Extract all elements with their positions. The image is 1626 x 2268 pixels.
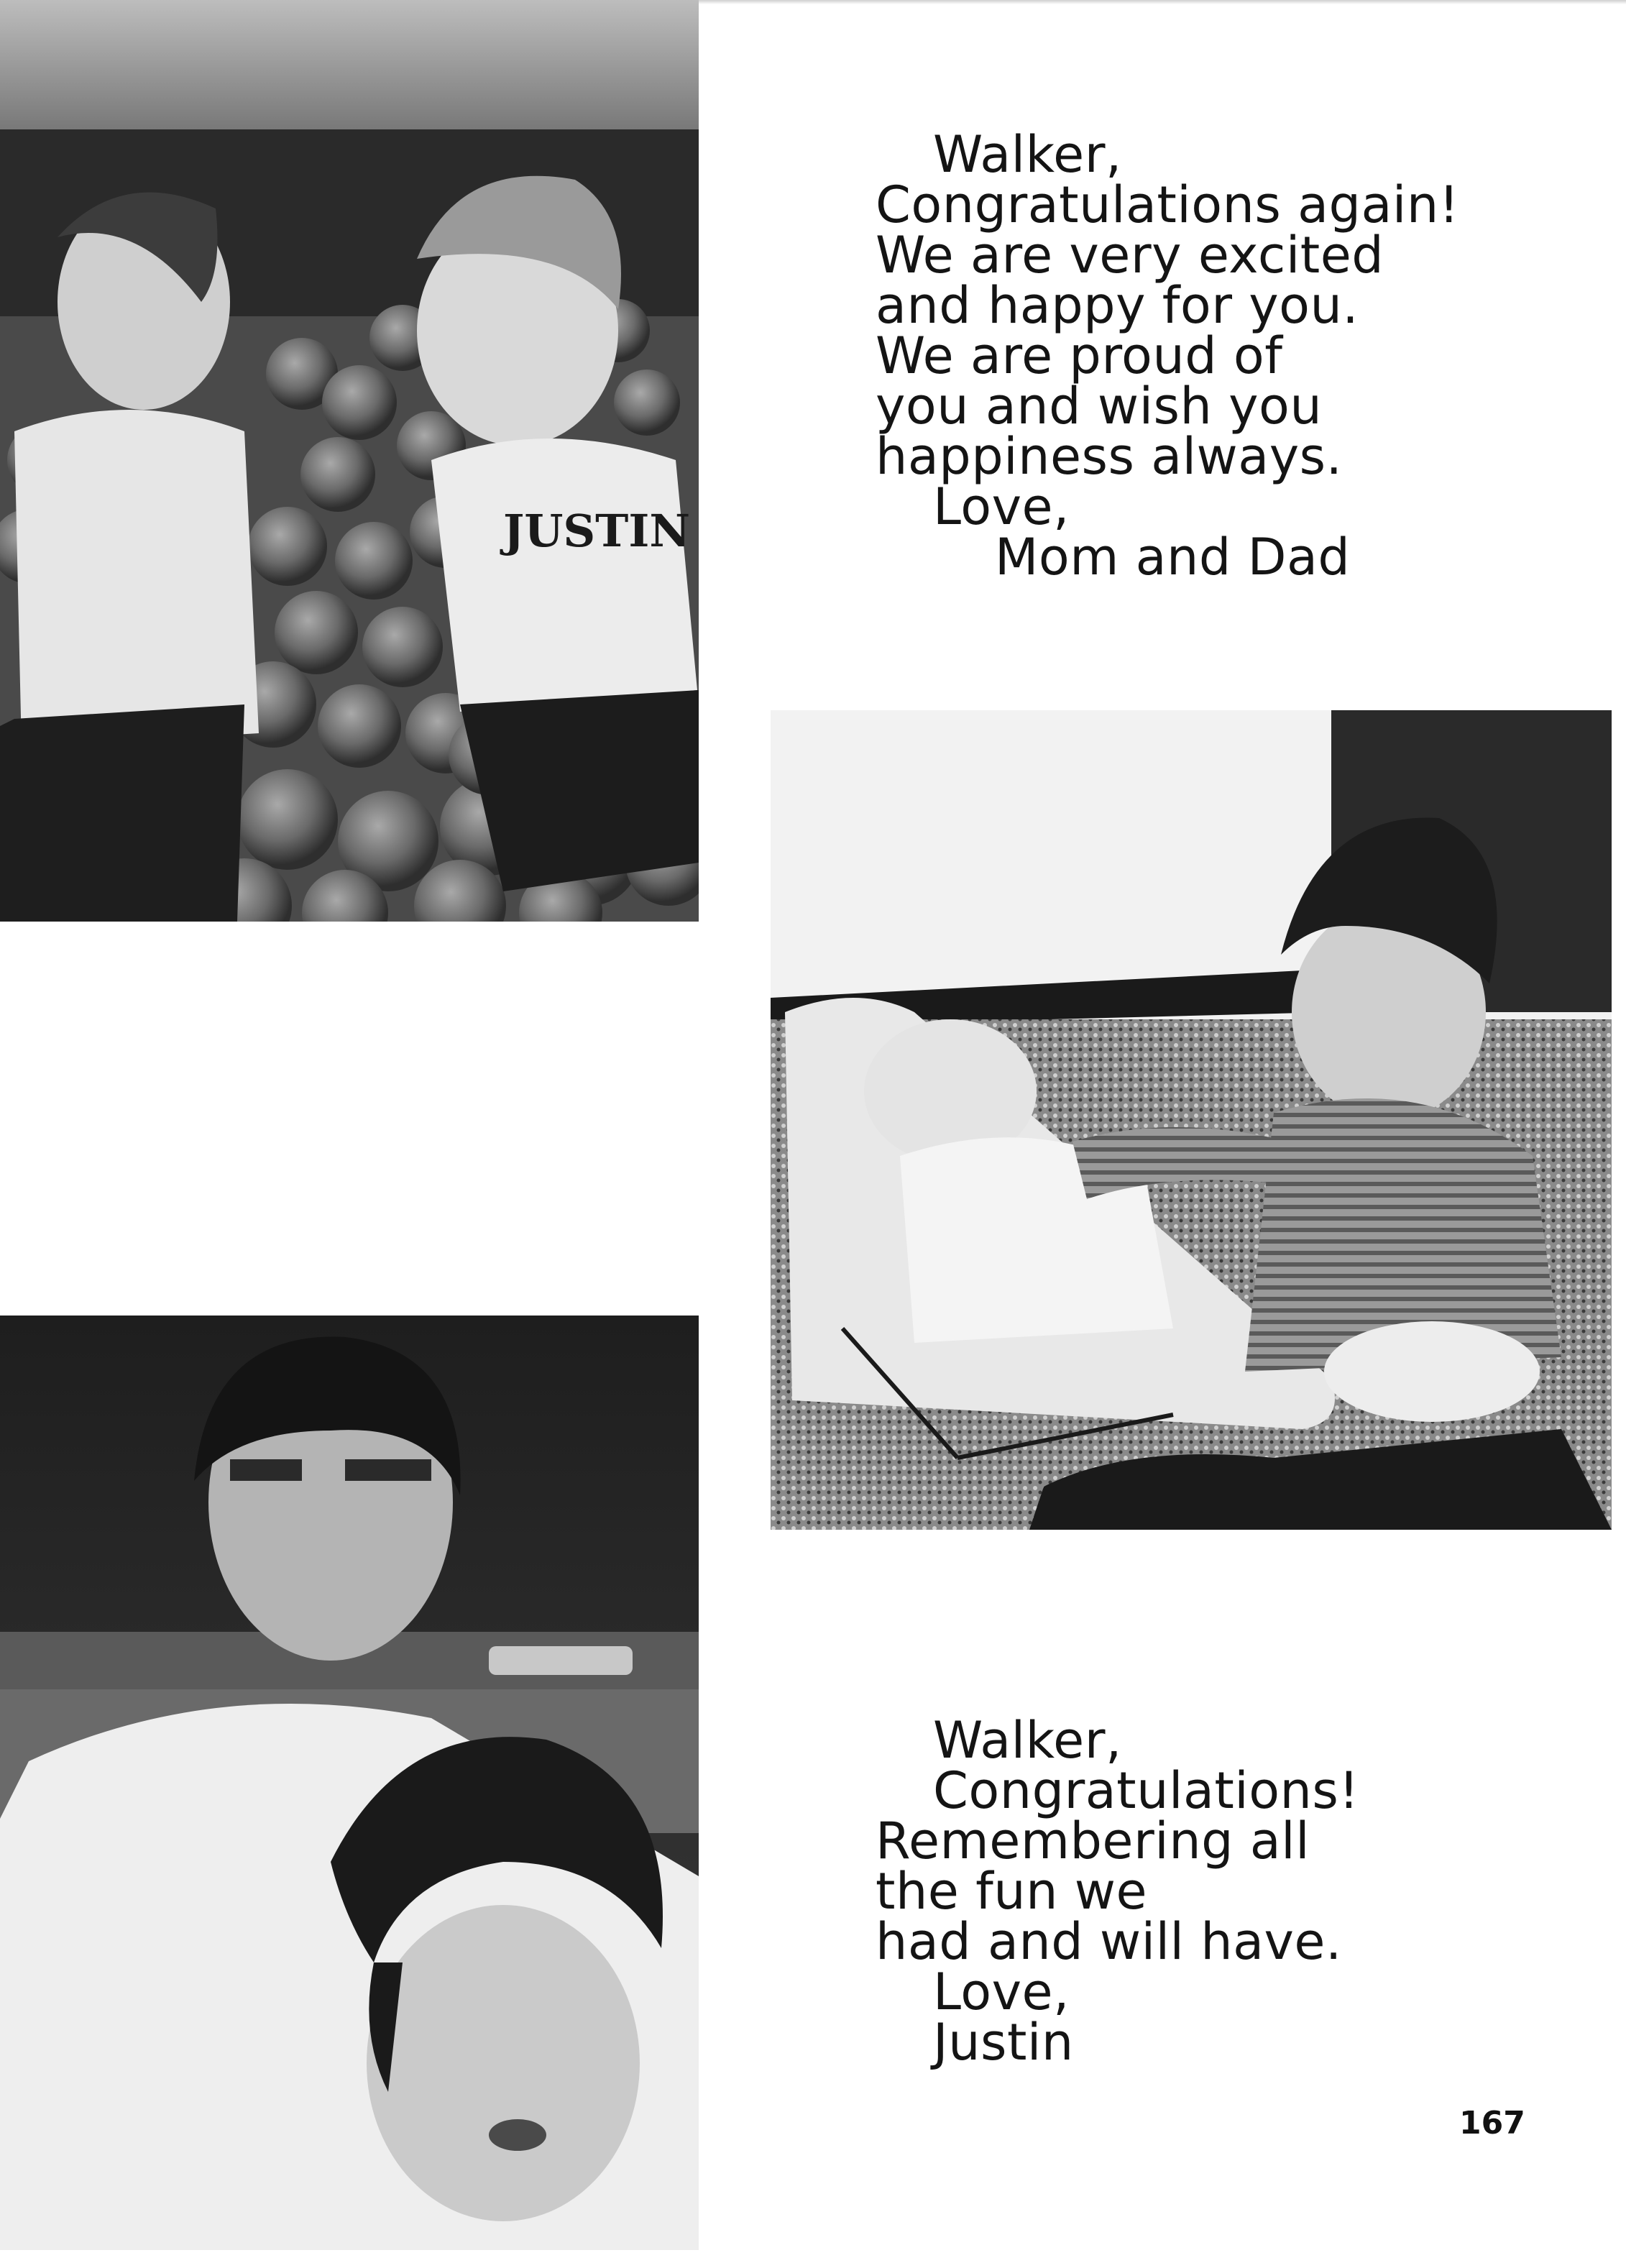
shirt-text: JUSTIN — [503, 505, 690, 557]
message-line: We are proud of — [876, 326, 1283, 385]
message-line: Congratulations again! — [876, 175, 1460, 234]
message-line: Congratulations! — [933, 1761, 1359, 1820]
page-number: 167 — [1459, 2105, 1525, 2141]
greeting: Walker, — [933, 125, 1122, 184]
message-line: the fun we — [876, 1862, 1148, 1921]
signature: Justin — [933, 2013, 1074, 2072]
message-line: Remembering all — [876, 1812, 1310, 1870]
closing: Love, — [933, 1962, 1070, 2021]
photo-boys-ball-pit — [0, 0, 699, 922]
ball-pit-image — [0, 0, 699, 922]
message-from-justin — [876, 1711, 1359, 2072]
message-line: had and will have. — [876, 1912, 1342, 1971]
message-from-parents — [876, 125, 1460, 587]
message-line: We are very excited — [876, 226, 1384, 285]
message-line: happiness always. — [876, 427, 1343, 486]
message-line: and happy for you. — [876, 276, 1359, 335]
young-men-image — [0, 1316, 699, 2250]
signature: Mom and Dad — [995, 528, 1351, 587]
closing: Love, — [933, 477, 1070, 536]
photo-two-young-men — [0, 1316, 699, 2250]
baby-toddler-image — [771, 710, 1612, 1530]
photo-toddler-and-baby — [771, 710, 1612, 1530]
message-line: you and wish you — [876, 377, 1323, 436]
greeting: Walker, — [933, 1711, 1122, 1770]
